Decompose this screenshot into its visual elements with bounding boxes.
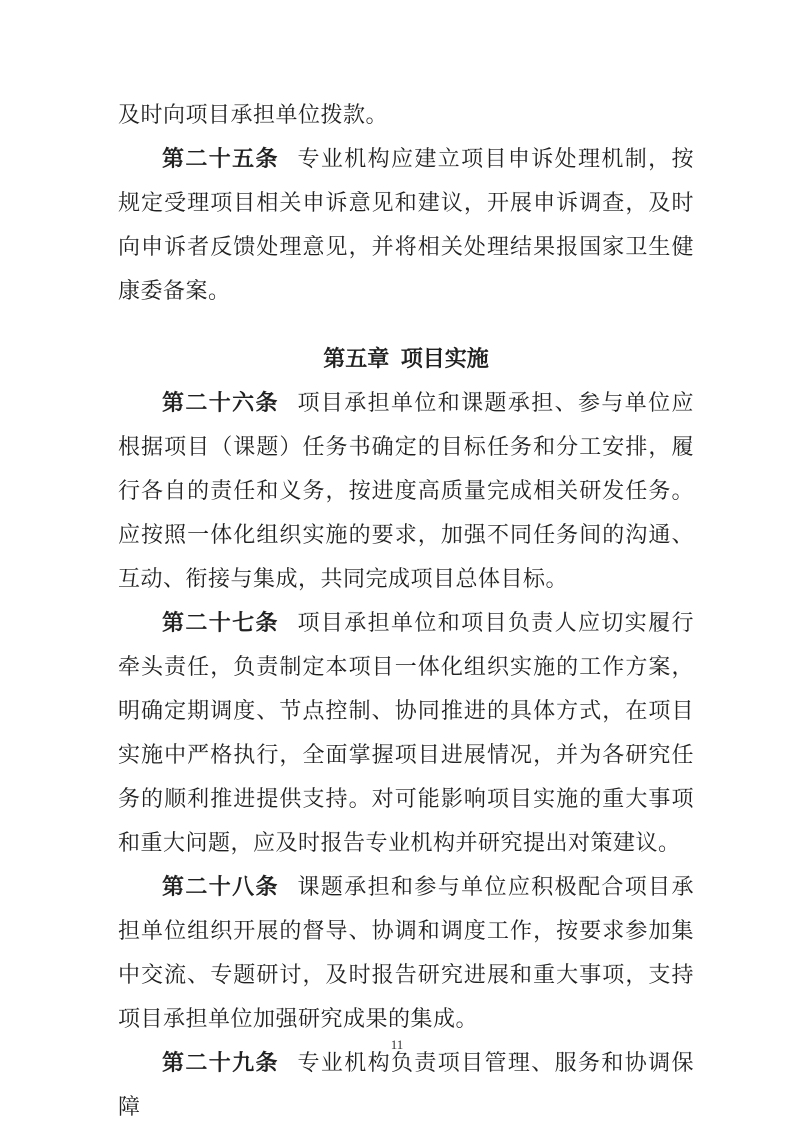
- article-29-text: 专业机构负责项目管理、服务和协调保障: [118, 1050, 694, 1119]
- article-27-text: 项目承担单位和项目负责人应切实履行牵头责任，负责制定本项目一体化组织实施的工作方案，明确定期调度、节点控制、协同推进的具体方式，在项目实施中严格执行，全面掌握项目进展情况，并为各研究任务的顺利推进提供支持。对可能影响项目实施的重大事项和重大问题，应及时报告专业机构并研究提出对策建议。: [118, 610, 694, 855]
- paragraph-article-28: [118, 865, 694, 1041]
- article-25-text: 专业机构应建立项目申诉处理机制，按规定受理项目相关申诉意见和建议，开展申诉调查，及时向申诉者反馈处理意见，并将相关处理结果报国家卫生健康委备案。: [118, 146, 694, 303]
- paragraph-article-27: [118, 601, 694, 865]
- paragraph-text: 及时向项目承担单位拨款。: [118, 102, 389, 127]
- page-number: 11: [390, 1037, 404, 1052]
- article-28-label: 第二十八条: [162, 874, 279, 899]
- chapter-heading: 第五章 项目实施: [323, 346, 489, 371]
- page-footer: [0, 1036, 794, 1054]
- article-28-text: 课题承担和参与单位应积极配合项目承担单位组织开展的督导、协调和调度工作，按要求参加集中交流、专题研讨，及时报告研究进展和重大事项，支持项目承担单位加强研究成果的集成。: [118, 874, 694, 1031]
- paragraph-article-26: [118, 381, 694, 601]
- article-29-label: 第二十九条: [162, 1050, 279, 1075]
- article-26-text: 项目承担单位和课题承担、参与单位应根据项目（课题）任务书确定的目标任务和分工安排，履行各自的责任和义务，按进度高质量完成相关研发任务。应按照一体化组织实施的要求，加强不同任务间的沟通、互动、衔接与集成，共同完成项目总体目标。: [118, 390, 694, 591]
- page-content: [118, 93, 694, 1123]
- paragraph-article-25: [118, 137, 694, 313]
- article-27-label: 第二十七条: [162, 610, 279, 635]
- paragraph-continuation: [118, 93, 694, 137]
- article-25-label: 第二十五条: [162, 146, 279, 171]
- article-26-label: 第二十六条: [162, 390, 279, 415]
